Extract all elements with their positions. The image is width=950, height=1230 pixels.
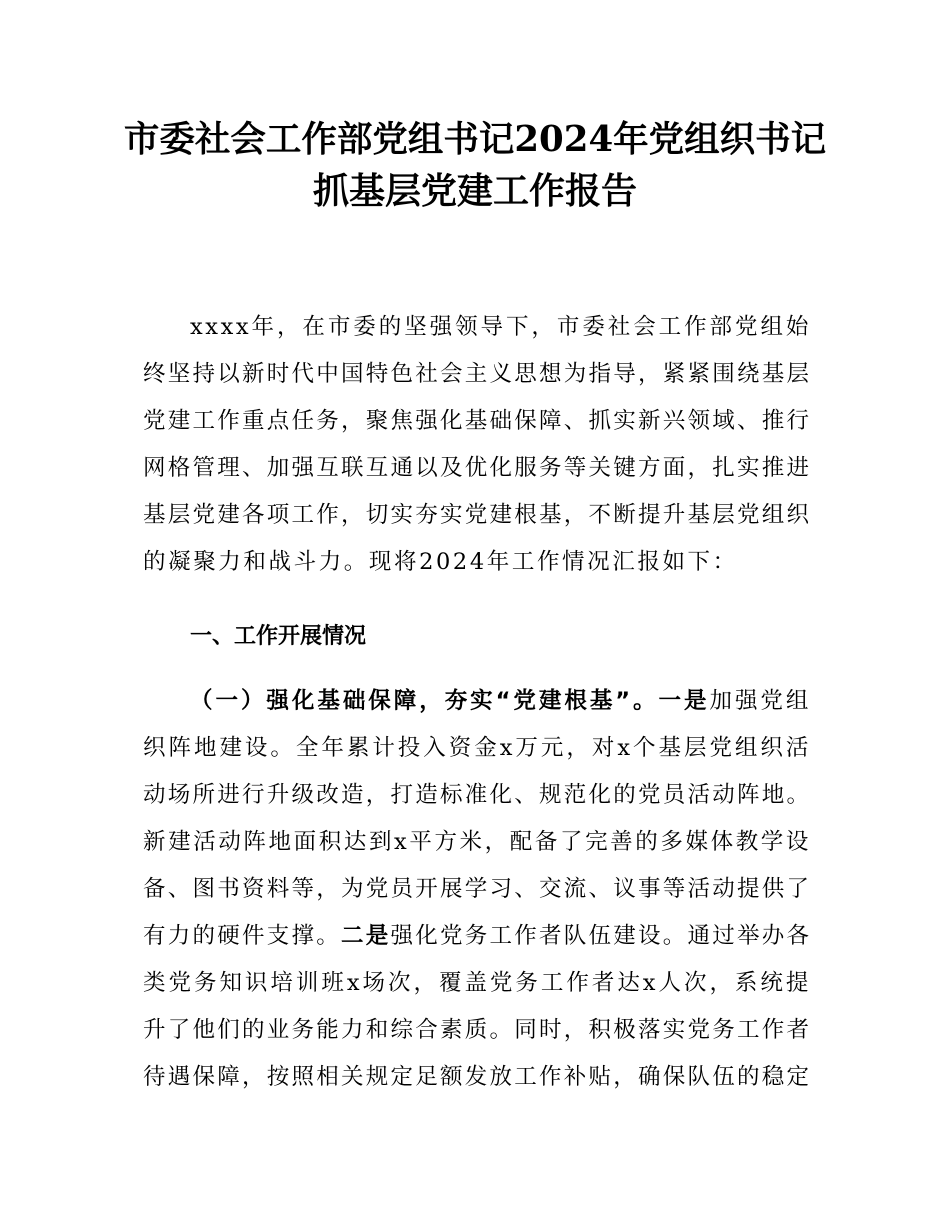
section-heading: 一、工作开展情况 (190, 624, 367, 649)
sub1-line-1-rest: 加强党组 (709, 688, 811, 714)
sub1-line-8: 升了他们的业务能力和综合素质。同时，积极落实党务工作者 (143, 1017, 811, 1043)
sub1-line-6-rest: 强化党务工作者队伍建设。通过举办各 (390, 923, 811, 949)
sub1-line-6-pre: 有力的硬件支撑。 (143, 923, 341, 949)
sub1-line-1 (190, 686, 811, 716)
intro-line-1: xxxx年，在市委的坚强领导下，市委社会工作部党组始 (190, 314, 811, 340)
intro-line-4: 网格管理、加强互联互通以及优化服务等关键方面，扎实推进 (143, 455, 811, 481)
document-title-line-2: 抓基层党建工作报告 (312, 170, 637, 212)
sub1-marker-1: 一是 (658, 688, 710, 714)
sub1-line-2: 织阵地建设。全年累计投入资金x万元，对x个基层党组织活 (143, 735, 811, 761)
intro-line-6: 的凝聚力和战斗力。现将2024年工作情况汇报如下： (143, 549, 738, 575)
sub1-line-5: 备、图书资料等，为党员开展学习、交流、议事等活动提供了 (143, 876, 811, 902)
intro-line-2: 终坚持以新时代中国特色社会主义思想为指导，紧紧围绕基层 (143, 361, 811, 387)
intro-line-3: 党建工作重点任务，聚焦强化基础保障、抓实新兴领域、推行 (143, 408, 811, 434)
document-title-line-1: 市委社会工作部党组书记2024年党组织书记 (123, 119, 827, 160)
sub1-line-4: 新建活动阵地面积达到x平方米，配备了完善的多媒体教学设 (143, 829, 811, 855)
sub1-line-9: 待遇保障，按照相关规定足额发放工作补贴，确保队伍的稳定 (143, 1064, 811, 1090)
sub1-line-6 (143, 921, 811, 951)
sub1-line-7: 类党务知识培训班x场次，覆盖党务工作者达x人次，系统提 (143, 970, 811, 996)
sub1-heading: （一）强化基础保障，夯实“党建根基”。 (190, 688, 659, 714)
intro-line-5: 基层党建各项工作，切实夯实党建根基，不断提升基层党组织 (143, 502, 811, 528)
sub1-marker-2: 二是 (341, 923, 391, 949)
sub1-line-3: 动场所进行升级改造，打造标准化、规范化的党员活动阵地。 (143, 782, 811, 808)
